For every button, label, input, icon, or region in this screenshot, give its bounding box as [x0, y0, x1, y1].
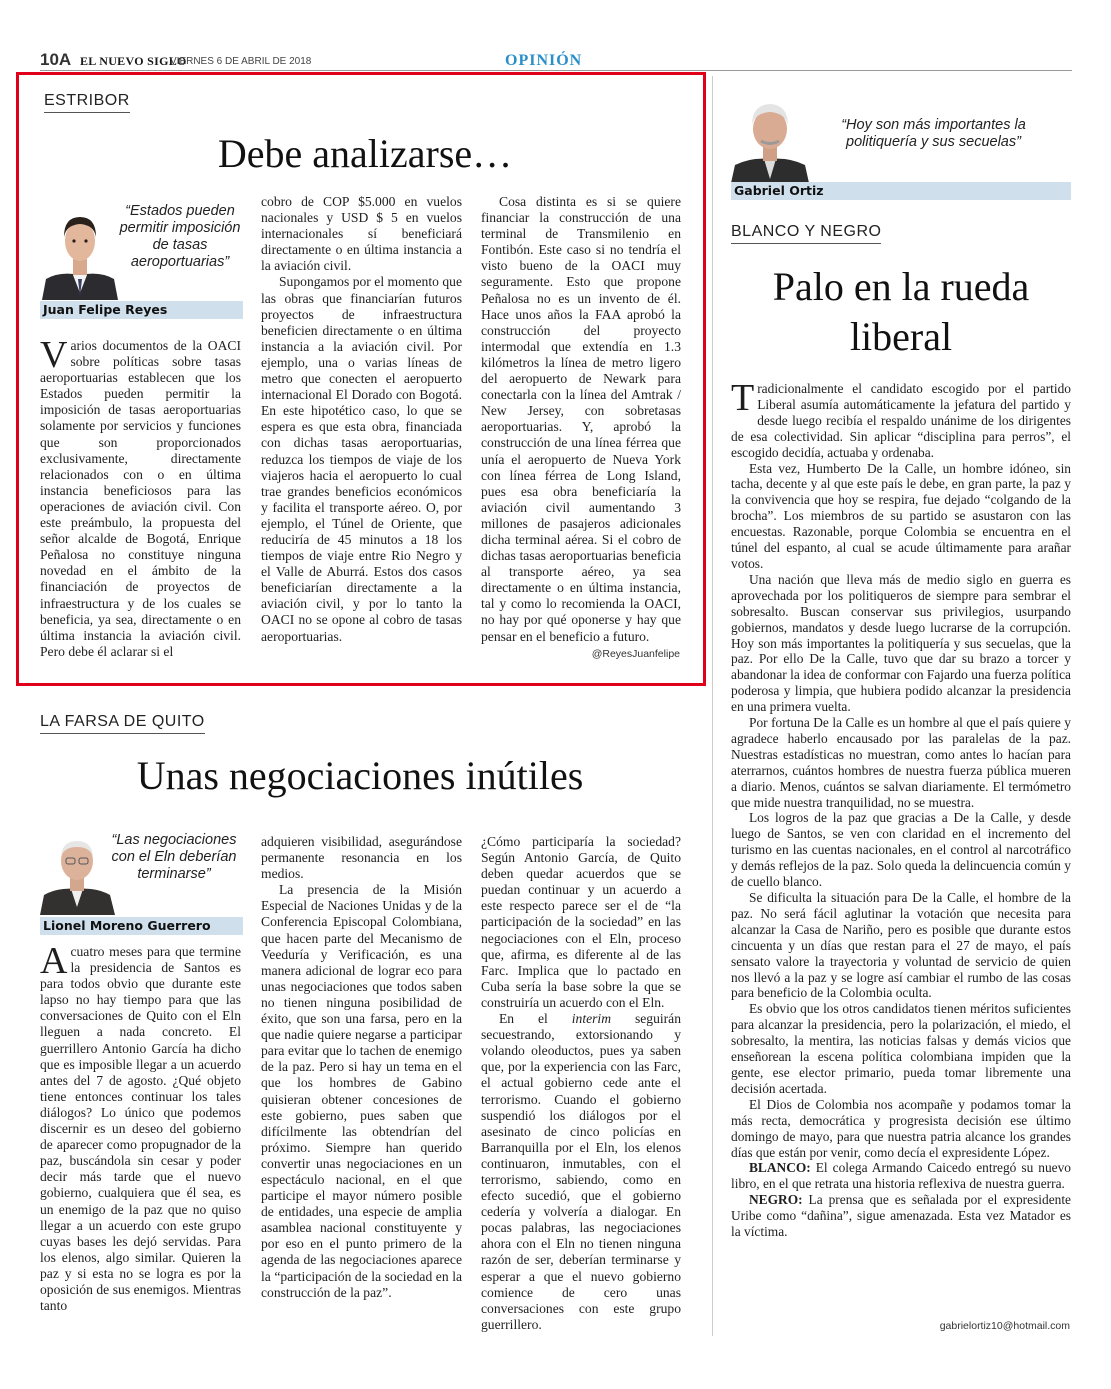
article2-dropcap: A [40, 944, 68, 982]
article3-para-8: El Dios de Colombia nos acompañe y podamos tomar la más recta, democrática y progresista decisión ese último domingo de mayo, para que nuestra patria alcance los grandes días que están por venir, como decía el expresidente López. [731, 1096, 1071, 1160]
article2-col3-para-2b: seguirán secuestrando, extorsionando y volando oleoductos, pues ya saben que, por la experiencia con las Farc, el actual gobierno cede ante el terrorismo. Cuando el gobierno suspendió los diálogos por el asesinato de cinco policías en Barranquilla por el Eln, los elenos continuaron, inmutables, con el terrorismo, sabiendo, como en efecto sucedió, que el gobierno cedería y volvería a dialogar. En pocas palabras, las negociaciones ahora con el Eln no tienen ninguna razón de ser, deberían terminarse y esperar a que el nuevo gobierno comience de cero unas conversaciones con este grupo guerrillero. [481, 1011, 681, 1332]
article1-kicker: ESTRIBOR [44, 92, 130, 113]
negro-label: NEGRO: [749, 1192, 803, 1208]
article1-col3-para-1: Cosa distinta es si se quiere financiar la construcción de una terminal de Transmilenio en Fontibón. Este caso si no tendría el visto bueno de la OACI muy seguramente. Esto que propone Peñalosa no es un invento de él. Hace unos años la FAA aprobó la construcción del proyecto intermodal que extendía en 1.3 kilómetros la línea de metro ligero del aeropuerto de Newark para conectarla con la línea del Amtrak / New Jersey, con sobretasas aeroportuarias. Y, aprobó la construcción de una línea férrea que unía el aeropuerto de Nueva York con línea férrea de Long Island, pues esa obra beneficiaría la aviación civil aumentando 3 millones de pasajeros adicionales dicha terminal aérea. Si el cobro de dichas tasas aeroportuarias beneficia al transporte aéreo, ya sea directamente o en última instancia, tal y como lo recomienda la OACI, no hay por qué oponerse y hay que pensar en el beneficio a futuro. [481, 194, 681, 644]
article3-body [731, 381, 1071, 1303]
blanco-label: BLANCO: [749, 1160, 811, 1176]
article1-column-1 [40, 338, 241, 663]
article3-headline-line-1: Palo en la rueda [772, 264, 1030, 309]
article3-para-4: Por fortuna De la Calle es un hombre al que el país quiere y agradece haberlo encausado por las paralelas de la paz. Nuestras estadísticas no muestran, como antes lo hacían para aterrarnos, cuántos hombres de nuestra fuerza pública mueren a diario. Menos, cuántos se salvan diariamente. El termómetro que mide nuestra tranquilidad, no se muestra. [731, 715, 1071, 810]
article1-col1-text: arios documentos de la OACI sobre políticas sobre tasas aeroportuarias establecen que los Estados pueden permitir la imposición de tasas aeroportuarias solamente por servicios y funciones que son proporcionados exclusivamente, directamente relacionados con o en última instancia beneficiosos para las operaciones de aviación civil. Con este preámbulo, la propuesta del señor alcalde de Bogotá, Enrique Peñalosa no constituye ninguna novedad en el ámbito de la financiación de proyectos de infraestructura y de los cuales se beneficia, ya sea, directamente o en última instancia la aviación civil. Pero debe él aclarar si el [40, 338, 241, 659]
article3-para-5: Los logros de la paz que gracias a De la Calle, y desde luego de Santos, se ven con claridad en el incremento del turismo en las cuentas nacionales, en el control al narcotráfico y demás reflejos de la paz. Solo queda la delincuencia común y de cuello blanco. [731, 810, 1071, 890]
article2-column-1 [40, 944, 241, 1334]
article2-col1-text: cuatro meses para que termine la presidencia de Santos es para todos obvio que durante este lapso no hay tiempo para que las conversaciones de Quito con el Eln lleguen a nada concreto. El guerrillero Antonio García ha dicho que es imposible llegar a un acuerdo antes del 7 de agosto. ¿Qué objeto tiene entonces continuar los tales diálogos? Lo único que podemos discernir es un deseo del gobierno de aparecer como propugnador de la paz, buscándola sin cesar y poder decir más tarde que el nuevo gobierno, cualquiera que él sea, es un enemigo de la paz que no quiso llegar a un acuerdo con este grupo cuyas bases les dejó servidas. Para los elenos, algo similar. Quieren la paz y si esta no se logra es por la oposición de sus enemigos. Mientras tanto [40, 944, 241, 1314]
article1-pull-quote: “Estados pueden permitir imposición de tasas aeroportuarias” [119, 203, 241, 270]
issue-date: VIERNES 6 DE ABRIL DE 2018 [170, 56, 312, 67]
article2-col2-para-2: La presencia de la Misión Especial de Naciones Unidas y de la Conferencia Episcopal Colombiana, que hacen parte del Mecanismo de Veeduría y Verificación, es una manera adicional de lograr eco para unas negociaciones que todos saben no tienen ninguna posibilidad de éxito, que son una farsa, pero en la que nadie quiere negarse a participar para evitar que lo tachen de enemigo de la paz. Pero si hay un tema en el que los hombres de Gabino quisieran obtener concesiones de este gobierno, pues saben que difícilmente las obtendrían del próximo. Siempre han querido convertir unas negociaciones en un espectáculo nacional, en el que participe el mayor número posible de entidades, una especie de amplia asamblea nacional constituyente y por eso en el punto primero de la agenda de las negociaciones aparece la “participación de la sociedad en la construcción de la paz”. [261, 882, 462, 1300]
author-photo-gabriel-ortiz [731, 91, 809, 183]
article3-para-1: radicionalmente el candidato escogido por el partido Liberal asumía automáticamente la jefatura del partido y desde luego recibía el respaldo unánime de los dirigentes de esa colectividad. Sin aplicar “disciplina para perros”, el escogido decidía, actuaba y ordenaba. [731, 381, 1071, 460]
article1-twitter-handle: @ReyesJuanfelipe [591, 648, 680, 660]
article1-column-3 [481, 194, 681, 647]
article2-column-3 [481, 834, 681, 1334]
article1-column-2 [261, 194, 462, 664]
article2-headline: Unas negociaciones inútiles [136, 753, 584, 798]
column-divider [712, 76, 713, 1336]
article3-para-7: Es obvio que los otros candidatos tienen méritos suficientes para alcanzar la presidencia, pero la polarización, el miedo, el sobresalto, la mentira, las noticias falsas y demás vicios que enseñorean la escena política colombiana impiden que la gente, ese elector primario, pueda tomar libremente una decisión acertada. [731, 1001, 1071, 1096]
article2-italic-term: interim [571, 1011, 612, 1027]
author-photo-lionel-moreno-guerrero [40, 825, 115, 915]
article1-col2-para-2: Supongamos por el momento que las obras que financiarían futuros proyectos de infraestructura beneficien directamente o en última instancia a la aviación civil. Por ejemplo, una o varias líneas de metro que conecten el aeropuerto internacional El Dorado con Bogotá. En este hipotético caso, lo que se espera es que esta obra, financiada con dichas tasas aeroportuarias, reduzca los tiempos de viaje de los viajeros hacia el aeropuerto lo cual trae grandes beneficios económicos y facilita el transporte aéreo. O, por ejemplo, el Túnel de Oriente, que reduciría de 45 minutos a 18 los tiempos de viaje entre Rio Negro y el Valle de Aburrá. Estos dos casos beneficiarían directamente a la aviación civil, y por lo tanto la OACI no se opone al cobro de tasas aeroportuarias. [261, 274, 462, 644]
newspaper-name: EL NUEVO SIGLO [80, 54, 187, 68]
header-divider [40, 70, 1072, 71]
article3-author: Gabriel Ortiz [731, 182, 1071, 200]
article2-column-2 [261, 834, 462, 1334]
article3-email: gabrielortiz10@hotmail.com [939, 1320, 1070, 1332]
article2-col3-para-2a: En el [499, 1011, 572, 1027]
article1-author: Juan Felipe Reyes [40, 301, 243, 319]
article2-kicker: LA FARSA DE QUITO [40, 713, 205, 734]
article3-kicker: BLANCO Y NEGRO [731, 223, 881, 244]
negro-text: La prensa que es señalada por el expresidente Uribe como “dañina”, sigue amenazada. Esta vez Matador es la víctima. [731, 1192, 1071, 1240]
blanco-text: El colega Armando Caicedo entregó su nuevo libro, en el que retrata una historia reflexiva de nuestra guerra. [731, 1160, 1071, 1192]
article3-para-3: Una nación que lleva más de medio siglo en guerra es aprovechada por los politiqueros de siempre para sembrar el sobresalto. Buscan conservar sus privilegios, usurpando gobiernos, mandatos y desde luego lucrarse de la corrupción. Hoy son más importantes la politiquería y sus secuelas, que la paz. Por ello De la Calle, tuvo que dar su brazo a torcer y abandonar la idea de conformar con Fajardo una fuerza política poderosa y limpia, que hubiera podido alcanzar la presidencia en una primera vuelta. [731, 571, 1071, 715]
article3-headline [731, 262, 1071, 362]
article1-headline: Debe analizarse… [217, 131, 513, 176]
author-photo-juan-felipe-reyes [40, 197, 120, 300]
article2-pull-quote: “Las negociaciones con el Eln deberían terminarse” [111, 832, 237, 882]
page-number: 10A [40, 50, 72, 69]
article2-col2-para-1: adquieren visibilidad, asegurándose permanente resonancia en los medios. [261, 834, 462, 882]
article2-author: Lionel Moreno Guerrero [40, 917, 243, 935]
article3-para-6: Se dificulta la situación para De la Calle, el hombre de la paz. No será fácil aglutinar la votación que necesita para alcanzar la Casa de Nariño, pero es posible que durante estos cincuenta y un días que restan para el 27 de mayo, el país sensato valore la trayectoria y voluntad de servicio de quien nos llevó a la paz y se logre así cambiar el rumbo de las cosas para beneficio de la Colombia oculta. [731, 890, 1071, 1001]
article3-headline-line-2: liberal [849, 314, 953, 359]
article1-col2-para-1: cobro de COP $5.000 en vuelos nacionales y USD $ 5 en vuelos internacionales sí beneficiará directamente o en última instancia a la aviación civil. [261, 194, 462, 274]
article1-dropcap: V [40, 338, 68, 376]
article2-col3-para-1: ¿Cómo participaría la sociedad? Según Antonio García, de Quito deben quedar acuerdos que se puedan continuar y un acuerdo a este respecto parece ser el de “la participación de la sociedad” en las negociaciones con el Eln, proceso que, afirma, es diferente al de las Farc. Implica que lo pactado en Cuba sería la base sobre la que se construiría un acuerdo con el Eln. [481, 834, 681, 1010]
article3-para-2: Esta vez, Humberto De la Calle, un hombre idóneo, sin tacha, decente y al que este país le debe, en gran parte, la paz y la convivencia que hoy se respira, fue dejado “colgando de la brocha”. Los miembros de su partido se asustaron con las encuestas. Razonable, porque Colombia se encuentra en el túnel del espanto, al cual se acude últimamente para arañar votos. [731, 460, 1071, 571]
section-title: OPINIÓN [505, 52, 583, 69]
article3-dropcap: T [731, 381, 755, 419]
article3-pull-quote: “Hoy son más importantes la politiquería y sus secuelas” [841, 117, 1026, 150]
